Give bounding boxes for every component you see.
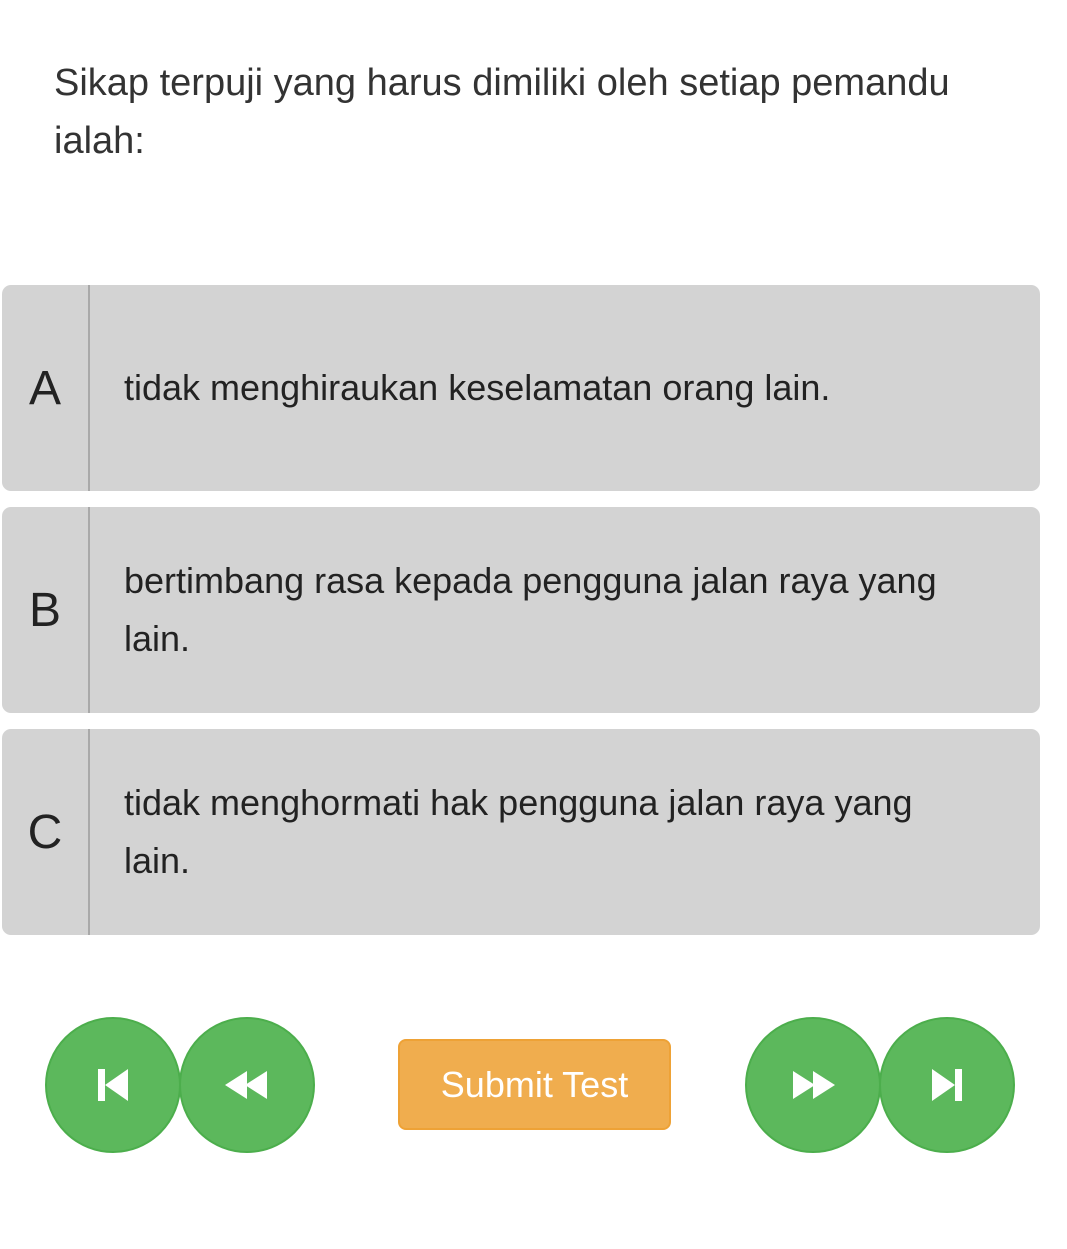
last-question-button[interactable] (879, 1017, 1015, 1153)
first-question-button[interactable] (45, 1017, 181, 1153)
previous-question-button[interactable] (179, 1017, 315, 1153)
option-text: bertimbang rasa kepada pengguna jalan raya yang lain. (124, 560, 937, 659)
next-question-button[interactable] (745, 1017, 881, 1153)
option-c[interactable] (2, 729, 1040, 935)
rewind-icon (223, 1065, 271, 1105)
option-text: tidak menghormati hak pengguna jalan raya yang lain. (124, 782, 913, 881)
skip-to-first-icon (93, 1065, 133, 1105)
submit-test-button[interactable]: Submit Test (398, 1039, 671, 1130)
option-letter: B (2, 507, 90, 713)
option-b[interactable] (2, 507, 1040, 713)
skip-to-last-icon (927, 1065, 967, 1105)
option-a[interactable] (2, 285, 1040, 491)
option-letter: A (2, 285, 90, 491)
question-text: Sikap terpuji yang harus dimiliki oleh setiap pemandu ialah: (54, 62, 950, 162)
option-text: tidak menghiraukan keselamatan orang lain. (124, 367, 831, 408)
fast-forward-icon (789, 1065, 837, 1105)
option-letter: C (2, 729, 90, 935)
